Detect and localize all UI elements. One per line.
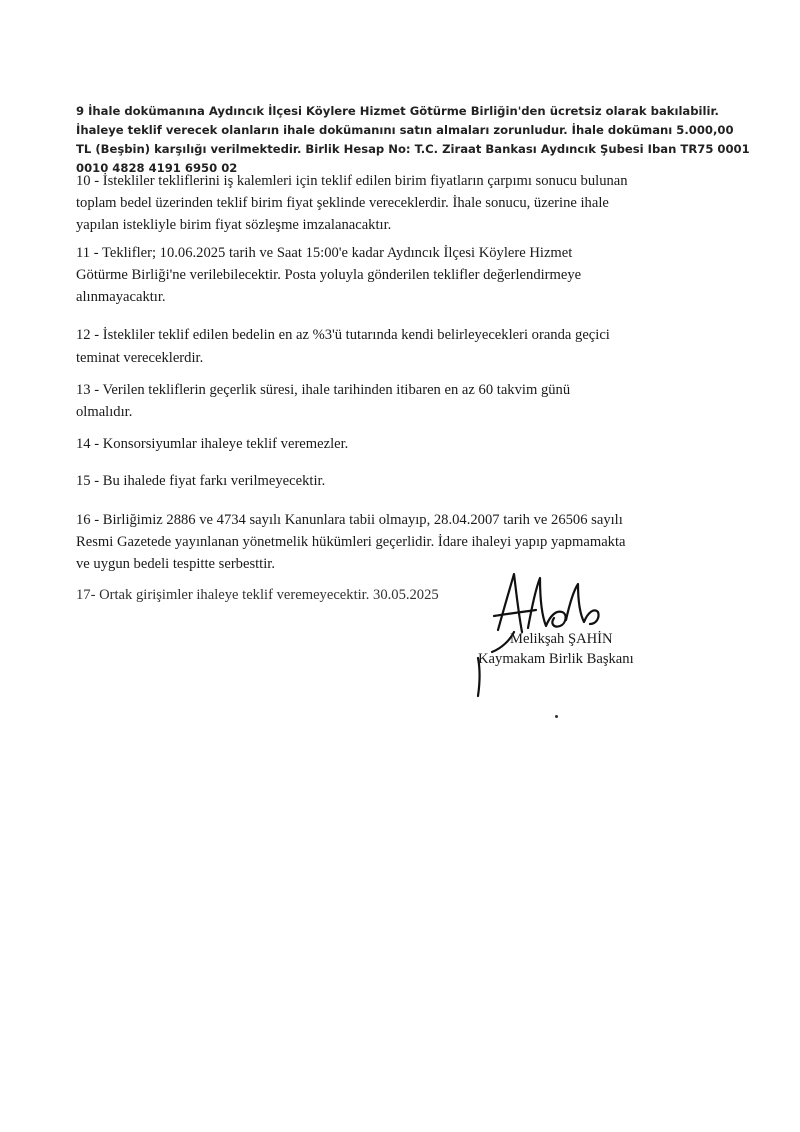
item-9-line: 0010 4828 4191 6950 02 bbox=[76, 161, 238, 175]
item-16-line: Resmi Gazetede yayınlanan yönetmelik hükümleri geçerlidir. İdare ihaleyi yapıp yapmamakta bbox=[76, 534, 626, 550]
item-14-line: 14 - Konsorsiyumlar ihaleye teklif veremezler. bbox=[76, 436, 349, 452]
item-10-line: 10 - İstekliler tekliflerini iş kalemleri için teklif edilen birim fiyatların çarpımı sonucu bulunan bbox=[76, 173, 628, 189]
item-15-line: 15 - Bu ihalede fiyat farkı verilmeyecektir. bbox=[76, 473, 326, 489]
item-11-line: 11 - Teklifler; 10.06.2025 tarih ve Saat 15:00'e kadar Aydıncık İlçesi Köylere Hizmet bbox=[76, 245, 573, 261]
signatory-name: Melikşah ŞAHİN bbox=[510, 631, 613, 647]
item-9-line: İhaleye teklif verecek olanların ihale dokümanını satın almaları zorunludur. İhale dokümanı 5.000,00 bbox=[76, 123, 734, 137]
signatory-title: Kaymakam Birlik Başkanı bbox=[478, 651, 634, 667]
item-9-line: TL (Beşbin) karşılığı verilmektedir. Birlik Hesap No: T.C. Ziraat Bankası Aydıncık Şubesi Iban TR75 0001 bbox=[76, 142, 750, 156]
item-16-line: 16 - Birliğimiz 2886 ve 4734 sayılı Kanunlara tabii olmayıp, 28.04.2007 tarih ve 26506 sayılı bbox=[76, 512, 623, 528]
item-9-line: 9 İhale dokümanına Aydıncık İlçesi Köylere Hizmet Götürme Birliğin'den ücretsiz olarak bakılabilir. bbox=[76, 104, 719, 118]
item-11-line: alınmayacaktır. bbox=[76, 289, 166, 305]
item-10-line: yapılan istekliyle birim fiyat sözleşme imzalanacaktır. bbox=[76, 217, 392, 233]
item-12-line: 12 - İstekliler teklif edilen bedelin en az %3'ü tutarında kendi belirleyecekleri oranda geçici bbox=[76, 327, 610, 343]
ink-dot bbox=[555, 715, 558, 718]
item-11-line: Götürme Birliği'ne verilebilecektir. Posta yoluyla gönderilen teklifler değerlendirmeye bbox=[76, 267, 582, 283]
item-13-line: 13 - Verilen tekliflerin geçerlik süresi, ihale tarihinden itibaren en az 60 takvim günü bbox=[76, 382, 571, 398]
item-12-line: teminat vereceklerdir. bbox=[76, 350, 204, 366]
item-16-line: ve uygun bedeli tespitte serbesttir. bbox=[76, 556, 275, 572]
item-10-line: toplam bedel üzerinden teklif birim fiyat şeklinde vereceklerdir. İhale sonucu, üzerine ihale bbox=[76, 195, 609, 211]
item-13-line: olmalıdır. bbox=[76, 404, 133, 420]
item-17-line: 17- Ortak girişimler ihaleye teklif veremeyecektir. 30.05.2025 bbox=[76, 587, 439, 603]
